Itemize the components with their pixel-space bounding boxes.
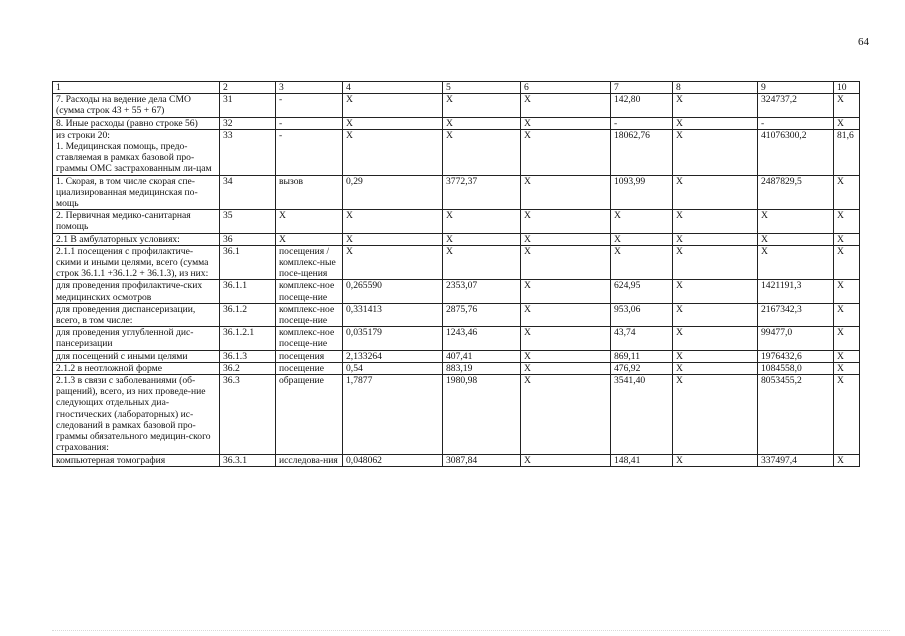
share-cell: Х <box>834 327 860 350</box>
table-row <box>53 362 860 374</box>
col-8-cell: Х <box>673 210 758 233</box>
col-8-cell: Х <box>673 454 758 466</box>
row-code-cell: 34 <box>220 175 276 210</box>
per-capita-cell: 1093,99 <box>611 175 673 210</box>
scan-edge <box>52 630 890 633</box>
total-cost-cell: 337497,4 <box>758 454 834 466</box>
row-code-cell: 36.3.1 <box>220 454 276 466</box>
volume-cell: 0,035179 <box>343 327 443 350</box>
table-row <box>53 245 860 280</box>
total-cost-cell: 8053455,2 <box>758 375 834 454</box>
unit-cell: комплекс-ное посеще-ние <box>276 327 343 350</box>
cost-cell: Х <box>443 129 521 175</box>
total-cost-cell: 2167342,3 <box>758 303 834 326</box>
col-6-cell: Х <box>521 117 611 129</box>
unit-cell: вызов <box>276 175 343 210</box>
volume-cell: Х <box>343 245 443 280</box>
row-label-cell: компьютерная томография <box>53 454 220 466</box>
total-cost-cell: - <box>758 117 834 129</box>
table-row <box>53 129 860 175</box>
per-capita-cell: 18062,76 <box>611 129 673 175</box>
col-8-cell: Х <box>673 362 758 374</box>
share-cell: Х <box>834 210 860 233</box>
column-header: 5 <box>443 82 521 94</box>
col-8-cell: Х <box>673 303 758 326</box>
col-8-cell: Х <box>673 350 758 362</box>
per-capita-cell: 43,74 <box>611 327 673 350</box>
row-code-cell: 36.3 <box>220 375 276 454</box>
volume-cell: Х <box>343 117 443 129</box>
table-row <box>53 233 860 245</box>
row-code-cell: 32 <box>220 117 276 129</box>
column-header: 2 <box>220 82 276 94</box>
col-6-cell: Х <box>521 350 611 362</box>
row-label-cell: 7. Расходы на ведение дела СМО (сумма строк 43 + 55 + 67) <box>53 94 220 117</box>
row-code-cell: 36.1.3 <box>220 350 276 362</box>
volume-cell: 0,29 <box>343 175 443 210</box>
col-8-cell: Х <box>673 94 758 117</box>
unit-cell: комплекс-ное посеще-ние <box>276 280 343 303</box>
cost-cell: Х <box>443 210 521 233</box>
table-row <box>53 327 860 350</box>
row-label-cell: для посещений с иными целями <box>53 350 220 362</box>
col-6-cell: Х <box>521 362 611 374</box>
per-capita-cell: - <box>611 117 673 129</box>
row-label-cell: для проведения профилактиче-ских медицинских осмотров <box>53 280 220 303</box>
per-capita-cell: 624,95 <box>611 280 673 303</box>
volume-cell: 0,265590 <box>343 280 443 303</box>
row-label-cell: 1. Скорая, в том числе скорая спе-циализированная медицинская по-мощь <box>53 175 220 210</box>
table-row <box>53 210 860 233</box>
unit-cell: комплекс-ное посеще-ние <box>276 303 343 326</box>
col-8-cell: Х <box>673 280 758 303</box>
cost-cell: Х <box>443 245 521 280</box>
col-6-cell: Х <box>521 245 611 280</box>
row-code-cell: 36 <box>220 233 276 245</box>
unit-cell: обращение <box>276 375 343 454</box>
table-row <box>53 175 860 210</box>
unit-cell: посещение <box>276 362 343 374</box>
total-cost-cell: 2487829,5 <box>758 175 834 210</box>
row-code-cell: 35 <box>220 210 276 233</box>
share-cell: Х <box>834 175 860 210</box>
unit-cell: - <box>276 129 343 175</box>
cost-cell: 2875,76 <box>443 303 521 326</box>
table-row <box>53 303 860 326</box>
share-cell: Х <box>834 117 860 129</box>
col-8-cell: Х <box>673 129 758 175</box>
row-code-cell: 36.1.2 <box>220 303 276 326</box>
volume-cell: Х <box>343 233 443 245</box>
share-cell: Х <box>834 375 860 454</box>
col-6-cell: Х <box>521 375 611 454</box>
unit-cell: Х <box>276 233 343 245</box>
cost-cell: 3087,84 <box>443 454 521 466</box>
volume-cell: 0,54 <box>343 362 443 374</box>
total-cost-cell: 41076300,2 <box>758 129 834 175</box>
volume-cell: 0,048062 <box>343 454 443 466</box>
col-6-cell: Х <box>521 280 611 303</box>
column-header: 6 <box>521 82 611 94</box>
row-code-cell: 31 <box>220 94 276 117</box>
share-cell: Х <box>834 94 860 117</box>
table-row <box>53 375 860 454</box>
per-capita-cell: 142,80 <box>611 94 673 117</box>
cost-cell: 3772,37 <box>443 175 521 210</box>
share-cell: Х <box>834 245 860 280</box>
cost-cell: 883,19 <box>443 362 521 374</box>
column-header: 1 <box>53 82 220 94</box>
row-label-cell: 2. Первичная медико-санитарная помощь <box>53 210 220 233</box>
share-cell: Х <box>834 233 860 245</box>
col-8-cell: Х <box>673 175 758 210</box>
row-label-cell: для проведения диспансеризации, всего, в том числе: <box>53 303 220 326</box>
row-label-cell: 2.1.3 в связи с заболеваниями (об-ращений), всего, из них проведе-ние следующих отдельных диа-гностических (лабораторных) ис-следований в рамках базовой про-граммы обязательного медицин-ского страхования: <box>53 375 220 454</box>
unit-cell: - <box>276 94 343 117</box>
row-label-cell: из строки 20: 1. Медицинская помощь, предо-ставляемая в рамках базовой про-граммы ОМС застрахованным ли-цам <box>53 129 220 175</box>
table-row <box>53 94 860 117</box>
per-capita-cell: 476,92 <box>611 362 673 374</box>
column-header: 8 <box>673 82 758 94</box>
col-6-cell: Х <box>521 327 611 350</box>
total-cost-cell: Х <box>758 210 834 233</box>
col-6-cell: Х <box>521 210 611 233</box>
cost-cell: 1980,98 <box>443 375 521 454</box>
row-label-cell: 2.1.1 посещения с профилактиче-скими и иными целями, всего (сумма строк 36.1.1 +36.1.2 + 36.1.3), из них: <box>53 245 220 280</box>
cost-cell: Х <box>443 117 521 129</box>
per-capita-cell: Х <box>611 210 673 233</box>
table-body <box>53 94 860 467</box>
volume-cell: Х <box>343 94 443 117</box>
column-header: 7 <box>611 82 673 94</box>
total-cost-cell: Х <box>758 245 834 280</box>
cost-cell: 2353,07 <box>443 280 521 303</box>
total-cost-cell: 1084558,0 <box>758 362 834 374</box>
total-cost-cell: 1976432,6 <box>758 350 834 362</box>
row-code-cell: 36.1.1 <box>220 280 276 303</box>
cost-cell: 1243,46 <box>443 327 521 350</box>
volume-cell: Х <box>343 210 443 233</box>
table-header-row <box>53 82 860 94</box>
volume-cell: 0,331413 <box>343 303 443 326</box>
row-code-cell: 36.2 <box>220 362 276 374</box>
share-cell: Х <box>834 303 860 326</box>
share-cell: Х <box>834 350 860 362</box>
column-header: 3 <box>276 82 343 94</box>
unit-cell: посещения <box>276 350 343 362</box>
col-6-cell: Х <box>521 303 611 326</box>
per-capita-cell: 953,06 <box>611 303 673 326</box>
unit-cell: посещения / комплекс-ные посе-щения <box>276 245 343 280</box>
share-cell: Х <box>834 454 860 466</box>
col-6-cell: Х <box>521 454 611 466</box>
col-6-cell: Х <box>521 175 611 210</box>
total-cost-cell: 1421191,3 <box>758 280 834 303</box>
per-capita-cell: 869,11 <box>611 350 673 362</box>
row-code-cell: 33 <box>220 129 276 175</box>
cost-cell: Х <box>443 233 521 245</box>
row-label-cell: 8. Иные расходы (равно строке 56) <box>53 117 220 129</box>
row-code-cell: 36.1.2.1 <box>220 327 276 350</box>
table-row <box>53 350 860 362</box>
share-cell: Х <box>834 362 860 374</box>
page-number: 64 <box>858 36 869 48</box>
row-code-cell: 36.1 <box>220 245 276 280</box>
col-6-cell: Х <box>521 94 611 117</box>
total-cost-cell: Х <box>758 233 834 245</box>
col-8-cell: Х <box>673 233 758 245</box>
col-8-cell: Х <box>673 375 758 454</box>
per-capita-cell: Х <box>611 245 673 280</box>
volume-cell: 2,133264 <box>343 350 443 362</box>
unit-cell: исследова-ния <box>276 454 343 466</box>
data-table <box>52 81 860 467</box>
share-cell: 81,6 <box>834 129 860 175</box>
row-label-cell: для проведения углубленной дис-пансеризации <box>53 327 220 350</box>
table-row <box>53 117 860 129</box>
per-capita-cell: 3541,40 <box>611 375 673 454</box>
volume-cell: 1,7877 <box>343 375 443 454</box>
cost-cell: 407,41 <box>443 350 521 362</box>
per-capita-cell: Х <box>611 233 673 245</box>
col-8-cell: Х <box>673 117 758 129</box>
column-header: 9 <box>758 82 834 94</box>
col-8-cell: Х <box>673 327 758 350</box>
unit-cell: Х <box>276 210 343 233</box>
col-6-cell: Х <box>521 129 611 175</box>
volume-cell: Х <box>343 129 443 175</box>
column-header: 4 <box>343 82 443 94</box>
total-cost-cell: 99477,0 <box>758 327 834 350</box>
column-header: 10 <box>834 82 860 94</box>
col-6-cell: Х <box>521 233 611 245</box>
row-label-cell: 2.1 В амбулаторных условиях: <box>53 233 220 245</box>
table-row <box>53 454 860 466</box>
total-cost-cell: 324737,2 <box>758 94 834 117</box>
unit-cell: - <box>276 117 343 129</box>
row-label-cell: 2.1.2 в неотложной форме <box>53 362 220 374</box>
table-row <box>53 280 860 303</box>
cost-cell: Х <box>443 94 521 117</box>
per-capita-cell: 148,41 <box>611 454 673 466</box>
share-cell: Х <box>834 280 860 303</box>
col-8-cell: Х <box>673 245 758 280</box>
